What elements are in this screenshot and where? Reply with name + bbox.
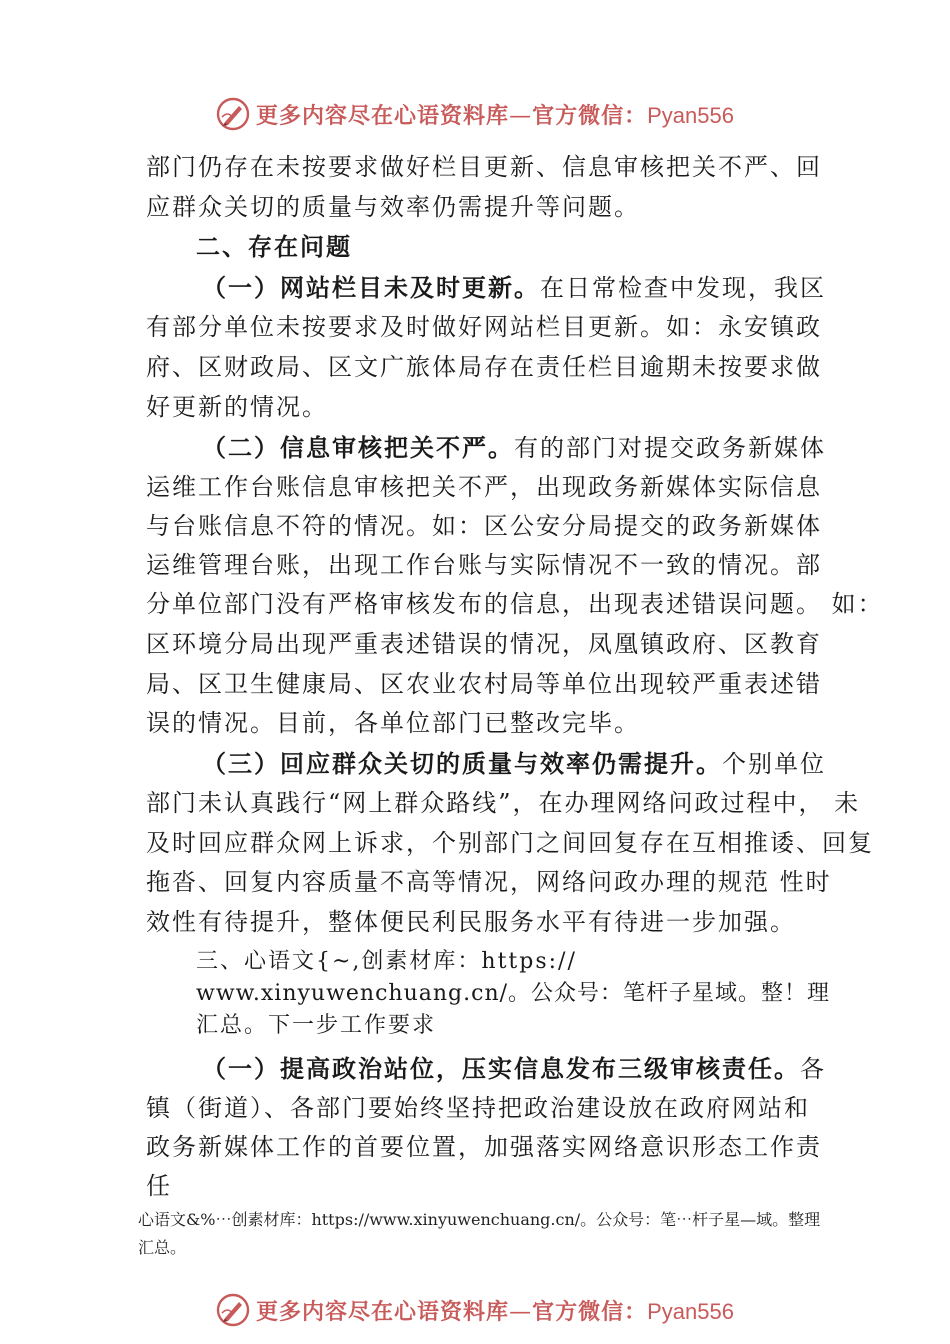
paragraph-line: 拖沓、回复内容质量不高等情况，网络问政办理的规范 性时: [146, 868, 832, 896]
paragraph-line: 及时回应群众网上诉求，个别部门之间回复存在互相推诿、回复: [146, 829, 874, 857]
paragraph-line: 误的情况。目前，各单位部门已整改完毕。: [146, 709, 640, 737]
banner-text: 更多内容尽在心语资料库—官方微信：Pyan556: [256, 1298, 734, 1325]
paragraph-line: 与台账信息不符的情况。如：区公安分局提交的政务新媒体: [146, 512, 822, 540]
subheading: （一）提高政治站位，压实信息发布三级审核责任。: [202, 1054, 800, 1083]
paragraph-line: 应群众关切的质量与效率仍需提升等问题。: [146, 193, 640, 221]
footer-line: 汇总。: [138, 1238, 187, 1257]
paragraph-line: （一）网站栏目未及时更新。在日常检查中发现，我区: [202, 273, 826, 302]
paragraph-line: 部门仍存在未按要求做好栏目更新、信息审核把关不严、回: [146, 153, 822, 181]
paragraph-line: （二）信息审核把关不严。有的部门对提交政务新媒体: [202, 433, 826, 462]
paragraph-line: （一）提高政治站位，压实信息发布三级审核责任。各: [202, 1054, 826, 1083]
section-heading-next-steps: 三、心语文{~,创素材库：https://: [196, 949, 577, 974]
section-heading-next-steps: 汇总。下一步工作要求: [196, 1013, 437, 1038]
subheading: （三）回应群众关切的质量与效率仍需提升。: [202, 749, 722, 778]
paragraph-line: 镇（街道）、各部门要始终坚持把政治建设放在政府网站和: [146, 1094, 810, 1122]
section-heading-problems: 二、存在问题: [196, 233, 352, 261]
paragraph-line: 部门未认真践行“网上群众路线”，在办理网络问政过程中， 未: [146, 789, 861, 817]
paragraph-line: 区环境分局出现严重表述错误的情况，凤凰镇政府、区教育: [146, 630, 822, 658]
paragraph-line: 府、区财政局、区文广旅体局存在责任栏目逾期未按要求做: [146, 353, 822, 381]
paragraph-line: 效性有待提升，整体便民利民服务水平有待进一步加强。: [146, 908, 796, 936]
subheading: （一）网站栏目未及时更新。: [202, 273, 540, 302]
footer-watermark-banner: [0, 1290, 950, 1330]
paragraph-line: 运维工作台账信息审核把关不严，出现政务新媒体实际信息: [146, 473, 822, 501]
section-heading-next-steps: www.xinyuwenchuang.cn/。公众号：笔杆子星域。整！理: [196, 981, 831, 1006]
pen-logo-icon: [216, 1293, 250, 1327]
paragraph-line: 好更新的情况。: [146, 393, 328, 421]
paragraph-line: 局、区卫生健康局、区农业农村局等单位出现较严重表述错: [146, 670, 822, 698]
paragraph-line: 分单位部门没有严格审核发布的信息，出现表述错误问题。 如：: [146, 590, 884, 618]
header-watermark-banner: [0, 94, 950, 134]
footer-note: [138, 1206, 838, 1262]
footer-line: 心语文&%⋯创素材库：https://www.xinyuwenchuang.cn/。公众号：笔⋯杆子星—域。整理: [138, 1210, 821, 1229]
paragraph-line: （三）回应群众关切的质量与效率仍需提升。个别单位: [202, 749, 826, 778]
banner-text: 更多内容尽在心语资料库—官方微信：Pyan556: [256, 102, 734, 129]
paragraph-line: 运维管理台账，出现工作台账与实际情况不一致的情况。部: [146, 551, 822, 579]
paragraph-line: 任: [146, 1172, 172, 1200]
paragraph-line: 政务新媒体工作的首要位置，加强落实网络意识形态工作责: [146, 1133, 822, 1161]
subheading: （二）信息审核把关不严。: [202, 433, 514, 462]
paragraph-line: 有部分单位未按要求及时做好网站栏目更新。如：永安镇政: [146, 313, 822, 341]
pen-logo-icon: [216, 97, 250, 131]
